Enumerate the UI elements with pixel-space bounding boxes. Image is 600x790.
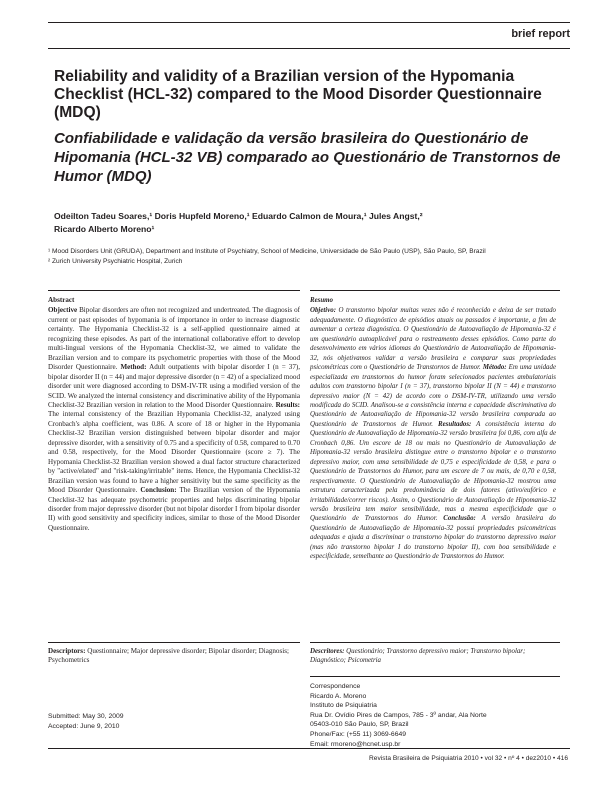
abstract-heading: Abstract	[48, 296, 75, 304]
affiliation-1: ¹ Mood Disorders Unit (GRUDA), Department and Institute of Psychiatry, School of Medicine, Universidade de São Paulo (USP), São Paulo, SP, Brazil	[48, 248, 486, 255]
section-label: brief report	[511, 28, 570, 40]
abstract-pt-rule	[310, 290, 560, 291]
objetivo-text: O transtorno bipolar muitas vezes não é reconhecido e deixa de ser tratado adequadamente. O diagnóstico de episódios atuais ou passados é importante, a fim de aumentar a certeza diagnóstica. O Questionário de Autoavaliação de Hipomania-32 é um questionário autoaplicável para o rastreamento desses episódios. Como parte do desenvolvimento em vários idiomas do Questionário de Autoavaliação de Hipomania-32, nós objetivamos validar a versão brasileira e comparar suas propriedades psicométricas com o Questionário de Transtornos de Humor.	[310, 307, 556, 372]
results-text: The internal consistency of the Brazilian Hypomania Checklist-32, analyzed using Cronbach's alpha coefficient, was 0.86. A score of 18 or higher in the Hypomania Checklist-32 Brazilian version distinguished between bipolar disorder and major depressive disorder, with a sensitivity of 0.75 and a specificity of 0.58, compared to 0.70 and 0.58, respectively, for the Mood Disorder Questionnaire (score ≥ 7). The Hypomania Checklist-32 Brazilian version showed a dual factor structure characterized by "active/elated" and "risk-taking/irritable" items. Hence, the Hypomania Checklist-32 Brazilian version was found to have a higher sensitivity but the same specificity as the Mood Disorder Questionnaire.	[48, 410, 300, 495]
title-portuguese: Confiabilidade e validação da versão brasileira do Questionário de Hipomania (HCL-32 VB) comparado ao Questionário de Transtornos de Humor (MDQ)	[54, 130, 561, 185]
authors-line-2: Ricardo Alberto Moreno¹	[54, 224, 155, 234]
correspondence	[310, 682, 560, 749]
correspondence-city: 05403-010 São Paulo, SP, Brazil	[310, 721, 409, 729]
correspondence-email[interactable]: Email: rmoreno@hcnet.usp.br	[310, 740, 401, 748]
descritores-text: Questionário; Transtorno depressivo maior; Transtorno bipolar; Diagnóstico; Psicometria	[310, 648, 526, 665]
objective-label: Objective	[48, 306, 78, 315]
conclusion-label: Conclusion:	[140, 486, 177, 495]
resumo-body	[310, 306, 556, 561]
results-label: Results:	[275, 400, 300, 409]
objetivo-label: Objetivo:	[310, 307, 337, 315]
objective-text: Bipolar disorders are often not recognized and undertreated. The diagnosis of current or past episodes of hypomania is of importance in order to increase diagnostic certainty. The Hypomania Checklist-32 is a self-applied questionnaire aimed at recognizing these episodes. As part of the international collaborative effort to develop multi-lingual versions of the Hypomania Checklist-32, we aimed to validate the Brazilian version and to compare its psychometric properties with those of the Mood Disorder Questionnaire.	[48, 306, 300, 372]
descriptors-portuguese	[310, 647, 556, 666]
abstract-portuguese	[310, 296, 556, 562]
affiliations	[48, 247, 568, 266]
descriptors-english	[48, 647, 300, 666]
conclusion-text: The Brazilian version of the Hypomania Checklist-32 has adequate psychometric properties and helps discriminating bipolar disorder from major depressive disorder (but not bipolar disorder I from bipolar disorder II) with good sensitivity and specificity indices, similar to those of the Mood Disorder Questionnaire.	[48, 486, 300, 532]
correspondence-heading: Correspondence	[310, 683, 361, 690]
correspondence-phone: Phone/Fax: (+55 11) 3069-6649	[310, 730, 407, 738]
dates	[48, 712, 248, 731]
title-english: Reliability and validity of a Brazilian version of the Hypomania Checklist (HCL-32) compared to the Mood Disorder Questionnaire (MDQ)	[54, 68, 542, 121]
authors-line-1: Odeilton Tadeu Soares,¹ Doris Hupfeld Moreno,¹ Eduardo Calmon de Moura,¹ Jules Angst,²	[54, 211, 423, 221]
resultados-text: A consistência interna do Questionário de Autoavaliação de Hipomania-32 versão brasileira foi 0,86, com alfa de Cronbach 0,86. Um escore de 18 ou mais no Questionário de Autoavaliação de Hipomania-32 versão brasileira distingue entre o transtorno bipolar e o transtorno depressivo maior, com uma sensibilidade de 0,75 e especificidade de 0,58, e para o Questionário de Transtornos do Humor, para um escore de 7 ou mais, de 0,70 e 0,58, respectivamente. O Questionário de Autoavaliação de Hipomania-32 mostrou uma estrutura caracterizada pela predominância de dois fatores (ativo/eufórico e irritabilidade/correr riscos). Assim, o Questionário de Autoavaliação de Hipomania-32 versão brasileira tem maior sensibilidade, mas a mesma especificidade que o Questionário de Transtornos do Humor.	[310, 420, 556, 523]
method-text: Adult outpatients with bipolar disorder I (n = 37), bipolar disorder II (n = 44) and major depressive disorder (n = 42) of a specialized mood disorder unit were diagnosed according to DSM-IV-TR using a modified version of the SCID. We analyzed the internal consistency and discriminative ability of the Hypomania Checklist-32 Brazilian version in relation to the Mood Disorder Questionnaire.	[48, 363, 300, 409]
metodo-label: Método:	[482, 364, 507, 372]
authors	[54, 210, 554, 236]
correspondence-name: Ricardo A. Moreno	[310, 692, 367, 700]
resultados-label: Resultados:	[438, 420, 472, 428]
submitted-date: Submitted: May 30, 2009	[48, 713, 124, 720]
metodo-text: Em uma unidade especializada em transtornos do humor foram selecionados pacientes ambulatoriais adultos com transtorno bipolar I (n = 37), transtorno bipolar II (N = 44) e transtorno depressivo maior (N = 42) de acordo com o DSM-IV-TR, utilizando uma versão modificada do SCID. Analisou-se a consistência interna e capacidade discriminativa do Questionário de Autoavaliação de Hipomania-32 versão brasileira comparada ao Questionário de Transtornos de Humor.	[310, 364, 556, 428]
abstract-body	[48, 306, 300, 533]
accepted-date: Accepted: June 9, 2010	[48, 722, 120, 730]
correspondence-institution: Instituto de Psiquiatria	[310, 702, 377, 710]
affiliation-2: ² Zurich University Psychiatric Hospital, Zurich	[48, 257, 183, 265]
descriptors-en-rule	[48, 642, 300, 643]
header-rule-bottom	[48, 48, 570, 49]
journal-footer: Revista Brasileira de Psiquiatria 2010 • vol 32 • nº 4 • dez2010 • 416	[369, 755, 568, 762]
method-label: Method:	[120, 363, 147, 372]
descriptors-text: Questionnaire; Major depressive disorder; Bipolar disorder; Diagnosis; Psychometrics	[48, 647, 289, 665]
correspondence-street: Rua Dr. Ovídio Pires de Campos, 785 - 3º andar, Ala Norte	[310, 711, 487, 719]
abstract-en-rule	[48, 290, 300, 291]
conclusao-text: A versão brasileira do Questionário de Autoavaliação de Hipomania-32 possui propriedades psicométricas adequadas e ajuda a discriminar o transtorno bipolar do transtorno depressivo maior (mas não transtorno bipolar I do transtorno bipolar II), com boa sensibilidade e especificidade, semelhante ao Questionário de Transtornos do Humor.	[310, 515, 556, 561]
footer-rule	[48, 748, 570, 749]
conclusao-label: Conclusão:	[443, 515, 476, 523]
resumo-heading: Resumo	[310, 297, 333, 304]
descritores-label: Descritores:	[310, 648, 345, 655]
descriptors-pt-rule	[310, 642, 560, 643]
abstract-english	[48, 296, 300, 533]
header-rule	[48, 22, 570, 23]
correspondence-rule	[310, 676, 560, 677]
descriptors-label: Descriptors:	[48, 647, 86, 655]
